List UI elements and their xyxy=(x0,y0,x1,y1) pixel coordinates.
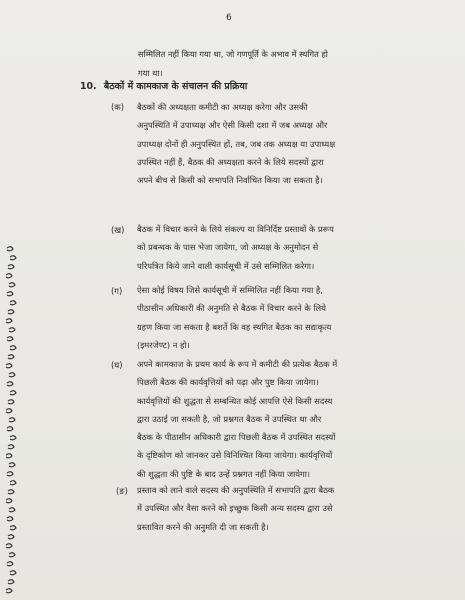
item-label-ka: (क) xyxy=(111,102,124,112)
paragraph-line: की शुद्धता की पुष्टि के बाद उन्हें प्रश्नगत नहीं किया जायेगा। xyxy=(137,468,311,479)
spiral-loop xyxy=(7,247,13,251)
paragraph-line: को प्रबन्धक के पास भेजा जायेगा, जो अध्यक्ष के अनुमोदन से xyxy=(137,242,319,253)
paragraph-line: पीठासीन अधिकारी की अनुमति से बैठक में विचार करने के लिये xyxy=(137,303,326,314)
paragraph-line: प्रस्ताव को लाने वाले सदस्य की अनुपस्थिति में सभापति द्वारा बैठक xyxy=(137,485,335,495)
paragraph-line: पिछली बैठक की कार्यवृत्तियों को पढ़ा और पुष्ट किया जायेगा। xyxy=(137,377,319,388)
spiral-loop xyxy=(8,580,14,584)
paragraph-line: (इमरजेण्ट) न हो। xyxy=(137,339,190,350)
spiral-loop xyxy=(8,535,14,539)
spiral-loop xyxy=(10,526,16,530)
spiral-loop xyxy=(7,337,13,341)
item-label-kha: (ख) xyxy=(111,225,125,235)
spiral-loop xyxy=(9,553,15,557)
continuation-paragraph xyxy=(138,44,438,84)
spiral-loop xyxy=(6,409,12,413)
paragraph-line: परिपत्रित किये जाने वाली कार्यसूची में उसे सम्मिलित करेगा। xyxy=(137,260,315,271)
spiral-loop xyxy=(8,445,14,449)
paragraph-line: बैठक के पीठासीन अधिकारी द्वारा पिछली बैठक में उपस्थित सदस्यों xyxy=(137,432,336,443)
spiral-loop xyxy=(9,328,15,332)
spiral-loop xyxy=(9,373,15,377)
spiral-binding-edge xyxy=(0,0,40,600)
spiral-loop xyxy=(10,301,16,305)
page-number: 6 xyxy=(226,13,232,23)
item-paragraph-kha xyxy=(137,220,453,275)
spiral-loop xyxy=(10,346,16,350)
spiral-loop xyxy=(10,256,16,260)
item-paragraph-nga xyxy=(137,481,453,536)
paragraph-line: द्वारा उठाई जा सकती है, जो प्रश्नगत बैठक में उपस्थित था और xyxy=(137,413,322,424)
spiral-loop xyxy=(6,319,12,323)
item-label-ga: (ग) xyxy=(111,286,123,296)
spiral-loop xyxy=(10,481,16,485)
spiral-loop xyxy=(10,571,16,575)
paragraph-line: अनुपस्थिति में उपाध्यक्ष और ऐसी किसी दशा में जब अध्यक्ष और xyxy=(137,120,328,131)
paragraph-line: में उपस्थित और वैसा करने को इच्छुक किसी अन्य सदस्य द्वारा उसे xyxy=(137,503,333,514)
spiral-loop xyxy=(7,292,13,296)
spiral-loop xyxy=(7,427,13,431)
spiral-loop xyxy=(6,274,12,278)
spiral-loop xyxy=(9,418,15,422)
spiral-loop xyxy=(9,463,15,467)
paragraph-line: उपाध्यक्ष दोनों ही अनुपस्थित हों, तब, जब तक अध्यक्ष या उपाध्यक्ष xyxy=(137,138,336,149)
spiral-loop xyxy=(6,544,12,548)
section-number: 10. xyxy=(80,81,97,92)
paragraph-line: बैठकों की अध्यक्षता कमीटी का अध्यक्ष करेगा और उसकी xyxy=(137,102,308,112)
spiral-loop xyxy=(6,499,12,503)
item-label-gha: (घ) xyxy=(111,360,123,370)
item-paragraph-ka xyxy=(137,98,453,189)
spiral-loop xyxy=(6,364,12,368)
continuation-line: सम्मिलित नहीं किया गया था, जो गणपूर्ति के अभाव में स्थगित हो xyxy=(138,49,328,59)
paragraph-line: अपने बीच से किसी को सभापति निर्वाचित किया जा सकता है। xyxy=(137,175,323,186)
paragraph-line: बैठक में विचार करने के लिये संकल्प या विनिर्दिष्ट प्रस्तावों के प्ररूप xyxy=(137,224,334,234)
spiral-loop xyxy=(8,400,14,404)
spiral-loop xyxy=(7,382,13,386)
spiral-loop xyxy=(10,436,16,440)
item-label-nga: (ङ) xyxy=(116,486,128,496)
paragraph-line: प्रस्तावित करने की अनुमति दी जा सकती है। xyxy=(137,521,269,532)
item-paragraph-ga xyxy=(137,281,453,354)
spiral-loop xyxy=(7,472,13,476)
paragraph-line: अपने कामकाज के प्रथम कार्य के रूप में कमीटी की प्रत्येक बैठक में xyxy=(137,359,338,369)
spiral-loop xyxy=(9,508,15,512)
spiral-loop xyxy=(7,517,13,521)
spiral-loop xyxy=(6,454,12,458)
continuation-line: गया था। xyxy=(138,68,163,78)
spiral-loop xyxy=(8,265,14,269)
spiral-loop xyxy=(9,283,15,287)
paragraph-line: उपस्थित नहीं हैं, बैठक की अध्यक्षता करने के लिये सदस्यों द्वारा xyxy=(137,156,324,167)
paragraph-line: के दृष्टिकोण को जानकर उसे विनिश्चित किया जायेगा। कार्यवृत्तियों xyxy=(137,450,333,461)
spiral-loop xyxy=(10,391,16,395)
item-paragraph-gha xyxy=(137,355,453,483)
section-heading xyxy=(80,79,247,92)
paragraph-line: ग्रहण किया जा सकता है बशर्ते कि वह स्थगित बैठक का सद्यःकृत्य xyxy=(137,321,332,332)
section-title: बैठकों में कामकाज के संचालन की प्रक्रिया xyxy=(103,81,248,92)
paragraph-line: ऐसा कोई विषय जिसे कार्यसूची में सम्मिलित नहीं किया गया है, xyxy=(137,285,323,295)
spiral-loop xyxy=(8,355,14,359)
spiral-loop xyxy=(8,310,14,314)
paragraph-line: कार्यवृत्तियों की शुद्धता से सम्बन्धित कोई आपत्ति ऐसे किसी सदस्य xyxy=(137,395,333,406)
spiral-loop xyxy=(7,562,13,566)
spiral-loop xyxy=(8,490,14,494)
spiral-loop xyxy=(6,589,12,593)
